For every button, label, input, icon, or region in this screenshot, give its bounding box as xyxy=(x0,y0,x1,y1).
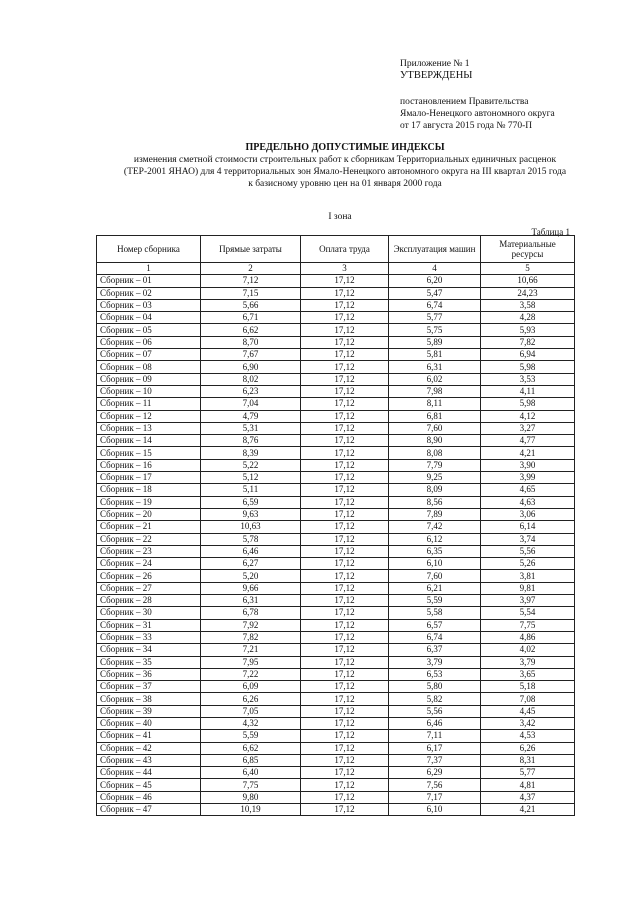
labor-payment-cell: 17,12 xyxy=(301,705,389,717)
machine-operation-cell: 6,35 xyxy=(389,545,481,557)
table-row xyxy=(97,422,575,434)
indices-table xyxy=(96,235,575,816)
labor-payment-cell: 17,12 xyxy=(301,533,389,545)
material-resources-cell: 3,65 xyxy=(481,668,575,680)
table-row xyxy=(97,742,575,754)
approval-line-2: Ямало-Ненецкого автономного округа xyxy=(400,109,555,119)
table-row xyxy=(97,570,575,582)
material-resources-cell: 9,81 xyxy=(481,582,575,594)
direct-costs-cell: 6,46 xyxy=(201,545,301,557)
machine-operation-cell: 6,10 xyxy=(389,804,481,816)
table-body xyxy=(97,275,575,816)
approval-block xyxy=(400,58,600,132)
collection-name-cell: Сборник – 47 xyxy=(97,804,201,816)
direct-costs-cell: 7,15 xyxy=(201,287,301,299)
labor-payment-cell: 17,12 xyxy=(301,373,389,385)
machine-operation-cell: 7,89 xyxy=(389,508,481,520)
labor-payment-cell: 17,12 xyxy=(301,644,389,656)
machine-operation-cell: 7,37 xyxy=(389,754,481,766)
machine-operation-cell: 6,57 xyxy=(389,619,481,631)
table-row xyxy=(97,779,575,791)
table-row xyxy=(97,668,575,680)
direct-costs-cell: 9,80 xyxy=(201,791,301,803)
collection-name-cell: Сборник – 14 xyxy=(97,435,201,447)
direct-costs-cell: 6,71 xyxy=(201,312,301,324)
machine-operation-cell: 8,90 xyxy=(389,435,481,447)
table-row xyxy=(97,410,575,422)
material-resources-cell: 8,31 xyxy=(481,754,575,766)
direct-costs-cell: 8,76 xyxy=(201,435,301,447)
direct-costs-cell: 4,79 xyxy=(201,410,301,422)
labor-payment-cell: 17,12 xyxy=(301,767,389,779)
header-machine-operation: Эксплуатация машин xyxy=(389,236,481,263)
machine-operation-cell: 6,31 xyxy=(389,361,481,373)
labor-payment-cell: 17,12 xyxy=(301,631,389,643)
direct-costs-cell: 7,75 xyxy=(201,779,301,791)
table-row xyxy=(97,299,575,311)
collection-name-cell: Сборник – 11 xyxy=(97,398,201,410)
labor-payment-cell: 17,12 xyxy=(301,349,389,361)
labor-payment-cell: 17,12 xyxy=(301,299,389,311)
labor-payment-cell: 17,12 xyxy=(301,582,389,594)
labor-payment-cell: 17,12 xyxy=(301,336,389,348)
table-row xyxy=(97,373,575,385)
material-resources-cell: 3,97 xyxy=(481,595,575,607)
table-row xyxy=(97,484,575,496)
machine-operation-cell: 3,79 xyxy=(389,656,481,668)
machine-operation-cell: 7,42 xyxy=(389,521,481,533)
direct-costs-cell: 6,59 xyxy=(201,496,301,508)
table-row xyxy=(97,607,575,619)
collection-name-cell: Сборник – 01 xyxy=(97,275,201,287)
direct-costs-cell: 5,31 xyxy=(201,422,301,434)
labor-payment-cell: 17,12 xyxy=(301,804,389,816)
column-number: 3 xyxy=(301,263,389,275)
machine-operation-cell: 6,46 xyxy=(389,717,481,729)
direct-costs-cell: 5,66 xyxy=(201,299,301,311)
header-labor-payment: Оплата труда xyxy=(301,236,389,263)
machine-operation-cell: 6,20 xyxy=(389,275,481,287)
zone-label: I зона xyxy=(328,212,352,222)
labor-payment-cell: 17,12 xyxy=(301,422,389,434)
direct-costs-cell: 7,92 xyxy=(201,619,301,631)
material-resources-cell: 4,11 xyxy=(481,385,575,397)
labor-payment-cell: 17,12 xyxy=(301,779,389,791)
labor-payment-cell: 17,12 xyxy=(301,508,389,520)
labor-payment-cell: 17,12 xyxy=(301,730,389,742)
column-number: 4 xyxy=(389,263,481,275)
material-resources-cell: 4,12 xyxy=(481,410,575,422)
material-resources-cell: 5,26 xyxy=(481,558,575,570)
collection-name-cell: Сборник – 41 xyxy=(97,730,201,742)
material-resources-cell: 3,58 xyxy=(481,299,575,311)
machine-operation-cell: 5,59 xyxy=(389,595,481,607)
labor-payment-cell: 17,12 xyxy=(301,681,389,693)
material-resources-cell: 6,26 xyxy=(481,742,575,754)
collection-name-cell: Сборник – 19 xyxy=(97,496,201,508)
material-resources-cell: 4,65 xyxy=(481,484,575,496)
table-row xyxy=(97,705,575,717)
material-resources-cell: 3,06 xyxy=(481,508,575,520)
labor-payment-cell: 17,12 xyxy=(301,287,389,299)
document-title-block xyxy=(110,142,580,190)
table-column-number-row xyxy=(97,263,575,275)
direct-costs-cell: 7,12 xyxy=(201,275,301,287)
table-row xyxy=(97,312,575,324)
labor-payment-cell: 17,12 xyxy=(301,619,389,631)
collection-name-cell: Сборник – 36 xyxy=(97,668,201,680)
direct-costs-cell: 6,26 xyxy=(201,693,301,705)
table-row xyxy=(97,595,575,607)
machine-operation-cell: 8,56 xyxy=(389,496,481,508)
table-row xyxy=(97,558,575,570)
collection-name-cell: Сборник – 04 xyxy=(97,312,201,324)
material-resources-cell: 3,53 xyxy=(481,373,575,385)
machine-operation-cell: 5,80 xyxy=(389,681,481,693)
labor-payment-cell: 17,12 xyxy=(301,791,389,803)
collection-name-cell: Сборник – 13 xyxy=(97,422,201,434)
table-row xyxy=(97,472,575,484)
collection-name-cell: Сборник – 38 xyxy=(97,693,201,705)
column-number: 5 xyxy=(481,263,575,275)
header-material-resources: Материальные ресурсы xyxy=(481,236,575,263)
direct-costs-cell: 7,67 xyxy=(201,349,301,361)
table-row xyxy=(97,336,575,348)
collection-name-cell: Сборник – 24 xyxy=(97,558,201,570)
machine-operation-cell: 5,82 xyxy=(389,693,481,705)
collection-name-cell: Сборник – 02 xyxy=(97,287,201,299)
collection-name-cell: Сборник – 16 xyxy=(97,459,201,471)
table-number-label: Таблица 1 xyxy=(531,227,570,237)
labor-payment-cell: 17,12 xyxy=(301,595,389,607)
material-resources-cell: 4,37 xyxy=(481,791,575,803)
direct-costs-cell: 7,22 xyxy=(201,668,301,680)
direct-costs-cell: 8,02 xyxy=(201,373,301,385)
machine-operation-cell: 5,47 xyxy=(389,287,481,299)
column-number: 2 xyxy=(201,263,301,275)
table-row xyxy=(97,804,575,816)
machine-operation-cell: 6,74 xyxy=(389,631,481,643)
labor-payment-cell: 17,12 xyxy=(301,410,389,422)
machine-operation-cell: 7,60 xyxy=(389,570,481,582)
table-row xyxy=(97,385,575,397)
document-subtitle-line-2: (ТЕР-2001 ЯНАО) для 4 территориальных зон Ямало-Ненецкого автономного округа на III квартал 2015 года xyxy=(123,167,567,177)
labor-payment-cell: 17,12 xyxy=(301,385,389,397)
direct-costs-cell: 6,78 xyxy=(201,607,301,619)
table-row xyxy=(97,681,575,693)
collection-name-cell: Сборник – 37 xyxy=(97,681,201,693)
direct-costs-cell: 7,82 xyxy=(201,631,301,643)
collection-name-cell: Сборник – 06 xyxy=(97,336,201,348)
machine-operation-cell: 7,17 xyxy=(389,791,481,803)
machine-operation-cell: 6,29 xyxy=(389,767,481,779)
direct-costs-cell: 7,21 xyxy=(201,644,301,656)
table-row xyxy=(97,631,575,643)
material-resources-cell: 4,53 xyxy=(481,730,575,742)
material-resources-cell: 3,81 xyxy=(481,570,575,582)
collection-name-cell: Сборник – 35 xyxy=(97,656,201,668)
machine-operation-cell: 8,11 xyxy=(389,398,481,410)
direct-costs-cell: 9,63 xyxy=(201,508,301,520)
material-resources-cell: 5,98 xyxy=(481,398,575,410)
labor-payment-cell: 17,12 xyxy=(301,717,389,729)
header-direct-costs: Прямые затраты xyxy=(201,236,301,263)
collection-name-cell: Сборник – 10 xyxy=(97,385,201,397)
machine-operation-cell: 7,98 xyxy=(389,385,481,397)
document-subtitle-line-1: изменения сметной стоимости строительных работ к сборникам Территориальных единичных расценок xyxy=(133,155,557,165)
labor-payment-cell: 17,12 xyxy=(301,275,389,287)
table-row xyxy=(97,508,575,520)
material-resources-cell: 5,18 xyxy=(481,681,575,693)
collection-name-cell: Сборник – 08 xyxy=(97,361,201,373)
labor-payment-cell: 17,12 xyxy=(301,693,389,705)
labor-payment-cell: 17,12 xyxy=(301,472,389,484)
direct-costs-cell: 7,05 xyxy=(201,705,301,717)
direct-costs-cell: 6,85 xyxy=(201,754,301,766)
collection-name-cell: Сборник – 09 xyxy=(97,373,201,385)
material-resources-cell: 4,86 xyxy=(481,631,575,643)
machine-operation-cell: 6,37 xyxy=(389,644,481,656)
labor-payment-cell: 17,12 xyxy=(301,484,389,496)
direct-costs-cell: 10,63 xyxy=(201,521,301,533)
machine-operation-cell: 5,77 xyxy=(389,312,481,324)
direct-costs-cell: 7,04 xyxy=(201,398,301,410)
collection-name-cell: Сборник – 20 xyxy=(97,508,201,520)
labor-payment-cell: 17,12 xyxy=(301,570,389,582)
labor-payment-cell: 17,12 xyxy=(301,521,389,533)
machine-operation-cell: 5,58 xyxy=(389,607,481,619)
column-number: 1 xyxy=(97,263,201,275)
collection-name-cell: Сборник – 39 xyxy=(97,705,201,717)
document-title: ПРЕДЕЛЬНО ДОПУСТИМЫЕ ИНДЕКСЫ xyxy=(245,142,445,153)
header-collection-number: Номер сборника xyxy=(97,236,201,263)
direct-costs-cell: 5,11 xyxy=(201,484,301,496)
material-resources-cell: 5,93 xyxy=(481,324,575,336)
table-row xyxy=(97,619,575,631)
table-header-row xyxy=(97,236,575,263)
labor-payment-cell: 17,12 xyxy=(301,398,389,410)
machine-operation-cell: 7,11 xyxy=(389,730,481,742)
direct-costs-cell: 5,12 xyxy=(201,472,301,484)
material-resources-cell: 7,75 xyxy=(481,619,575,631)
direct-costs-cell: 5,20 xyxy=(201,570,301,582)
material-resources-cell: 4,02 xyxy=(481,644,575,656)
table-row xyxy=(97,324,575,336)
table-row xyxy=(97,275,575,287)
direct-costs-cell: 6,90 xyxy=(201,361,301,373)
material-resources-cell: 4,21 xyxy=(481,804,575,816)
collection-name-cell: Сборник – 07 xyxy=(97,349,201,361)
collection-name-cell: Сборник – 40 xyxy=(97,717,201,729)
appendix-label: Приложение № 1 xyxy=(400,59,470,69)
labor-payment-cell: 17,12 xyxy=(301,324,389,336)
collection-name-cell: Сборник – 33 xyxy=(97,631,201,643)
material-resources-cell: 3,42 xyxy=(481,717,575,729)
labor-payment-cell: 17,12 xyxy=(301,558,389,570)
collection-name-cell: Сборник – 26 xyxy=(97,570,201,582)
material-resources-cell: 24,23 xyxy=(481,287,575,299)
material-resources-cell: 5,56 xyxy=(481,545,575,557)
material-resources-cell: 10,66 xyxy=(481,275,575,287)
collection-name-cell: Сборник – 22 xyxy=(97,533,201,545)
labor-payment-cell: 17,12 xyxy=(301,607,389,619)
labor-payment-cell: 17,12 xyxy=(301,459,389,471)
table-row xyxy=(97,349,575,361)
material-resources-cell: 4,45 xyxy=(481,705,575,717)
table-row xyxy=(97,791,575,803)
collection-name-cell: Сборник – 45 xyxy=(97,779,201,791)
collection-name-cell: Сборник – 12 xyxy=(97,410,201,422)
collection-name-cell: Сборник – 21 xyxy=(97,521,201,533)
material-resources-cell: 5,54 xyxy=(481,607,575,619)
direct-costs-cell: 5,59 xyxy=(201,730,301,742)
labor-payment-cell: 17,12 xyxy=(301,754,389,766)
approval-line-1: постановлением Правительства xyxy=(400,97,529,107)
material-resources-cell: 5,98 xyxy=(481,361,575,373)
machine-operation-cell: 5,81 xyxy=(389,349,481,361)
machine-operation-cell: 8,09 xyxy=(389,484,481,496)
direct-costs-cell: 6,09 xyxy=(201,681,301,693)
material-resources-cell: 4,28 xyxy=(481,312,575,324)
labor-payment-cell: 17,12 xyxy=(301,435,389,447)
material-resources-cell: 3,74 xyxy=(481,533,575,545)
table-row xyxy=(97,287,575,299)
collection-name-cell: Сборник – 03 xyxy=(97,299,201,311)
direct-costs-cell: 6,40 xyxy=(201,767,301,779)
machine-operation-cell: 5,56 xyxy=(389,705,481,717)
table-row xyxy=(97,533,575,545)
collection-name-cell: Сборник – 27 xyxy=(97,582,201,594)
material-resources-cell: 4,21 xyxy=(481,447,575,459)
machine-operation-cell: 6,81 xyxy=(389,410,481,422)
material-resources-cell: 5,77 xyxy=(481,767,575,779)
collection-name-cell: Сборник – 30 xyxy=(97,607,201,619)
table-row xyxy=(97,361,575,373)
collection-name-cell: Сборник – 18 xyxy=(97,484,201,496)
direct-costs-cell: 4,32 xyxy=(201,717,301,729)
labor-payment-cell: 17,12 xyxy=(301,656,389,668)
collection-name-cell: Сборник – 34 xyxy=(97,644,201,656)
labor-payment-cell: 17,12 xyxy=(301,668,389,680)
machine-operation-cell: 8,08 xyxy=(389,447,481,459)
material-resources-cell: 3,99 xyxy=(481,472,575,484)
machine-operation-cell: 6,17 xyxy=(389,742,481,754)
table-row xyxy=(97,398,575,410)
table-row xyxy=(97,730,575,742)
table-row xyxy=(97,717,575,729)
material-resources-cell: 4,63 xyxy=(481,496,575,508)
table-row xyxy=(97,435,575,447)
machine-operation-cell: 6,10 xyxy=(389,558,481,570)
machine-operation-cell: 6,12 xyxy=(389,533,481,545)
direct-costs-cell: 6,23 xyxy=(201,385,301,397)
approved-label: УТВЕРЖДЕНЫ xyxy=(400,70,473,81)
machine-operation-cell: 7,56 xyxy=(389,779,481,791)
table-row xyxy=(97,582,575,594)
labor-payment-cell: 17,12 xyxy=(301,312,389,324)
machine-operation-cell: 6,53 xyxy=(389,668,481,680)
direct-costs-cell: 6,62 xyxy=(201,324,301,336)
collection-name-cell: Сборник – 46 xyxy=(97,791,201,803)
machine-operation-cell: 6,02 xyxy=(389,373,481,385)
collection-name-cell: Сборник – 15 xyxy=(97,447,201,459)
direct-costs-cell: 5,22 xyxy=(201,459,301,471)
material-resources-cell: 6,14 xyxy=(481,521,575,533)
table-row xyxy=(97,545,575,557)
direct-costs-cell: 5,78 xyxy=(201,533,301,545)
approval-line-3: от 17 августа 2015 года № 770-П xyxy=(400,121,533,131)
machine-operation-cell: 6,21 xyxy=(389,582,481,594)
material-resources-cell: 7,08 xyxy=(481,693,575,705)
direct-costs-cell: 9,66 xyxy=(201,582,301,594)
table-row xyxy=(97,767,575,779)
material-resources-cell: 6,94 xyxy=(481,349,575,361)
material-resources-cell: 7,82 xyxy=(481,336,575,348)
collection-name-cell: Сборник – 28 xyxy=(97,595,201,607)
material-resources-cell: 3,79 xyxy=(481,656,575,668)
material-resources-cell: 4,81 xyxy=(481,779,575,791)
document-subtitle-line-3: к базисному уровню цен на 01 января 2000 года xyxy=(248,179,442,189)
table-row xyxy=(97,496,575,508)
direct-costs-cell: 6,27 xyxy=(201,558,301,570)
collection-name-cell: Сборник – 44 xyxy=(97,767,201,779)
collection-name-cell: Сборник – 31 xyxy=(97,619,201,631)
table-row xyxy=(97,656,575,668)
direct-costs-cell: 7,95 xyxy=(201,656,301,668)
labor-payment-cell: 17,12 xyxy=(301,742,389,754)
direct-costs-cell: 8,70 xyxy=(201,336,301,348)
labor-payment-cell: 17,12 xyxy=(301,361,389,373)
table-row xyxy=(97,459,575,471)
machine-operation-cell: 7,79 xyxy=(389,459,481,471)
table-row xyxy=(97,754,575,766)
labor-payment-cell: 17,12 xyxy=(301,447,389,459)
collection-name-cell: Сборник – 17 xyxy=(97,472,201,484)
collection-name-cell: Сборник – 05 xyxy=(97,324,201,336)
table-row xyxy=(97,644,575,656)
collection-name-cell: Сборник – 42 xyxy=(97,742,201,754)
machine-operation-cell: 5,89 xyxy=(389,336,481,348)
labor-payment-cell: 17,12 xyxy=(301,545,389,557)
collection-name-cell: Сборник – 23 xyxy=(97,545,201,557)
direct-costs-cell: 6,31 xyxy=(201,595,301,607)
direct-costs-cell: 6,62 xyxy=(201,742,301,754)
machine-operation-cell: 5,75 xyxy=(389,324,481,336)
table-row xyxy=(97,693,575,705)
material-resources-cell: 3,90 xyxy=(481,459,575,471)
direct-costs-cell: 10,19 xyxy=(201,804,301,816)
machine-operation-cell: 7,60 xyxy=(389,422,481,434)
machine-operation-cell: 6,74 xyxy=(389,299,481,311)
material-resources-cell: 4,77 xyxy=(481,435,575,447)
direct-costs-cell: 8,39 xyxy=(201,447,301,459)
collection-name-cell: Сборник – 43 xyxy=(97,754,201,766)
table-row xyxy=(97,447,575,459)
table-row xyxy=(97,521,575,533)
material-resources-cell: 3,27 xyxy=(481,422,575,434)
machine-operation-cell: 9,25 xyxy=(389,472,481,484)
labor-payment-cell: 17,12 xyxy=(301,496,389,508)
